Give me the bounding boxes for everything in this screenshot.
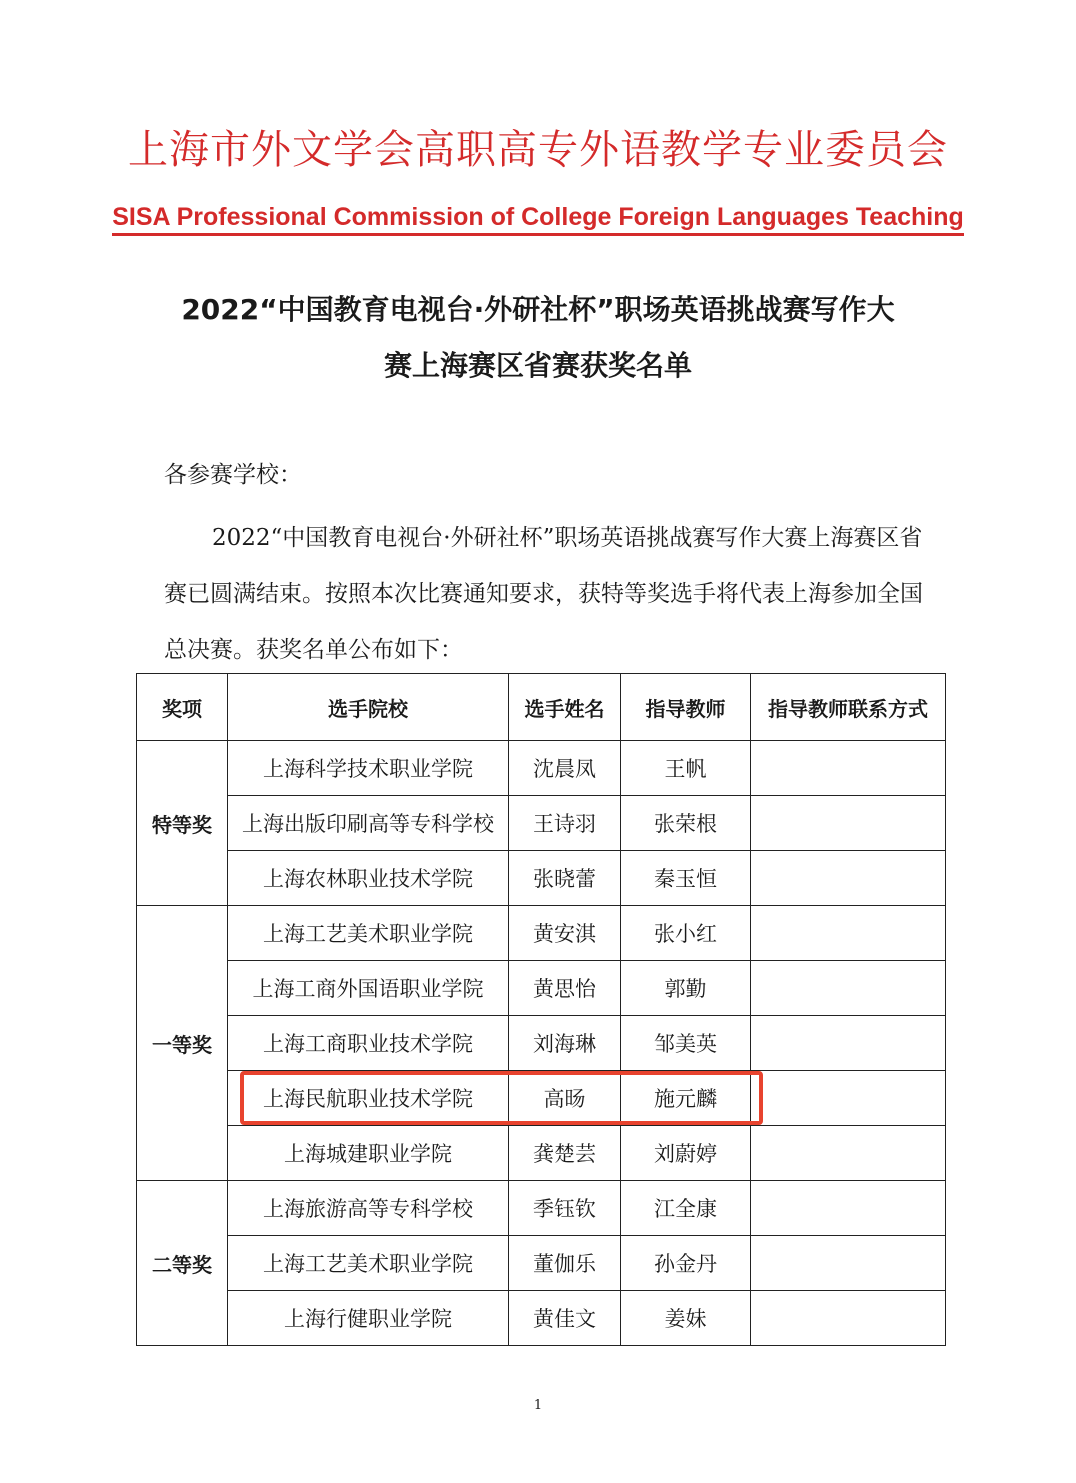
school-cell: 上海工艺美术职业学院 xyxy=(228,906,509,961)
table-row xyxy=(137,741,946,796)
school-cell: 上海科学技术职业学院 xyxy=(228,741,509,796)
header-teacher: 指导教师 xyxy=(621,674,751,741)
table-row xyxy=(137,1291,946,1346)
table-body xyxy=(137,741,946,1346)
table-row xyxy=(137,851,946,906)
table-row xyxy=(137,961,946,1016)
table-row xyxy=(137,1181,946,1236)
contact-cell xyxy=(751,1181,946,1236)
teacher-name-cell: 张小红 xyxy=(621,906,751,961)
school-cell: 上海旅游高等专科学校 xyxy=(228,1181,509,1236)
teacher-name-cell: 王帆 xyxy=(621,741,751,796)
contact-cell xyxy=(751,906,946,961)
contact-cell xyxy=(751,1016,946,1071)
page-number: 1 xyxy=(533,1398,543,1413)
school-cell: 上海出版印刷高等专科学校 xyxy=(228,796,509,851)
header-contact: 指导教师联系方式 xyxy=(751,674,946,741)
school-cell: 上海民航职业技术学院 xyxy=(228,1071,509,1126)
org-name-chinese: 上海市外文学会高职高专外语教学专业委员会 xyxy=(128,127,948,173)
school-cell: 上海工商职业技术学院 xyxy=(228,1016,509,1071)
highlight-box xyxy=(240,1071,763,1125)
table-row xyxy=(137,796,946,851)
org-name-english-text: SISA Professional Commission of College Foreign Languages Teaching xyxy=(112,203,964,236)
body-paragraph: 2022“中国教育电视台·外研社杯”职场英语挑战赛写作大赛上海赛区省赛已圆满结束。按照本次比赛通知要求，获特等奖选手将代表上海参加全国总决赛。获奖名单公布如下： xyxy=(164,525,923,663)
contact-cell xyxy=(751,796,946,851)
teacher-name-cell: 姜妹 xyxy=(621,1291,751,1346)
contact-cell xyxy=(751,1236,946,1291)
student-name-cell: 龚楚芸 xyxy=(509,1126,621,1181)
header-school: 选手院校 xyxy=(228,674,509,741)
contact-cell xyxy=(751,741,946,796)
student-name-cell: 黄思怡 xyxy=(509,961,621,1016)
org-name-english xyxy=(0,203,1076,232)
teacher-name-cell: 张荣根 xyxy=(621,796,751,851)
table-row xyxy=(137,1016,946,1071)
teacher-name-cell: 孙金丹 xyxy=(621,1236,751,1291)
table-row xyxy=(137,1236,946,1291)
school-cell: 上海工商外国语职业学院 xyxy=(228,961,509,1016)
award-level-cell: 一等奖 xyxy=(137,906,228,1181)
school-cell: 上海农林职业技术学院 xyxy=(228,851,509,906)
student-name-cell: 黄安淇 xyxy=(509,906,621,961)
teacher-name-cell: 郭勤 xyxy=(621,961,751,1016)
salutation: 各参赛学校： xyxy=(164,462,302,488)
title-line-1: 2022“中国教育电视台·外研社杯”职场英语挑战赛写作大 xyxy=(181,293,895,326)
contact-cell xyxy=(751,1291,946,1346)
contact-cell xyxy=(751,1071,946,1126)
student-name-cell: 王诗羽 xyxy=(509,796,621,851)
contact-cell xyxy=(751,1126,946,1181)
title-line-2: 赛上海赛区省赛获奖名单 xyxy=(383,349,692,382)
award-table xyxy=(136,673,946,1346)
table-header-row xyxy=(137,674,946,741)
school-cell: 上海城建职业学院 xyxy=(228,1126,509,1181)
award-level-cell: 特等奖 xyxy=(137,741,228,906)
header-award: 奖项 xyxy=(137,674,228,741)
award-level-cell: 二等奖 xyxy=(137,1181,228,1346)
table-row xyxy=(137,1126,946,1181)
header-student: 选手姓名 xyxy=(509,674,621,741)
contact-cell xyxy=(751,961,946,1016)
school-cell: 上海工艺美术职业学院 xyxy=(228,1236,509,1291)
teacher-name-cell: 施元麟 xyxy=(621,1071,751,1126)
student-name-cell: 季钰钦 xyxy=(509,1181,621,1236)
teacher-name-cell: 邹美英 xyxy=(621,1016,751,1071)
student-name-cell: 董伽乐 xyxy=(509,1236,621,1291)
table-row xyxy=(137,906,946,961)
student-name-cell: 刘海琳 xyxy=(509,1016,621,1071)
teacher-name-cell: 秦玉恒 xyxy=(621,851,751,906)
student-name-cell: 黄佳文 xyxy=(509,1291,621,1346)
student-name-cell: 沈晨凤 xyxy=(509,741,621,796)
document-title xyxy=(140,282,936,394)
teacher-name-cell: 江全康 xyxy=(621,1181,751,1236)
contact-cell xyxy=(751,851,946,906)
teacher-name-cell: 刘蔚婷 xyxy=(621,1126,751,1181)
student-name-cell: 张晓蕾 xyxy=(509,851,621,906)
student-name-cell: 高旸 xyxy=(509,1071,621,1126)
school-cell: 上海行健职业学院 xyxy=(228,1291,509,1346)
